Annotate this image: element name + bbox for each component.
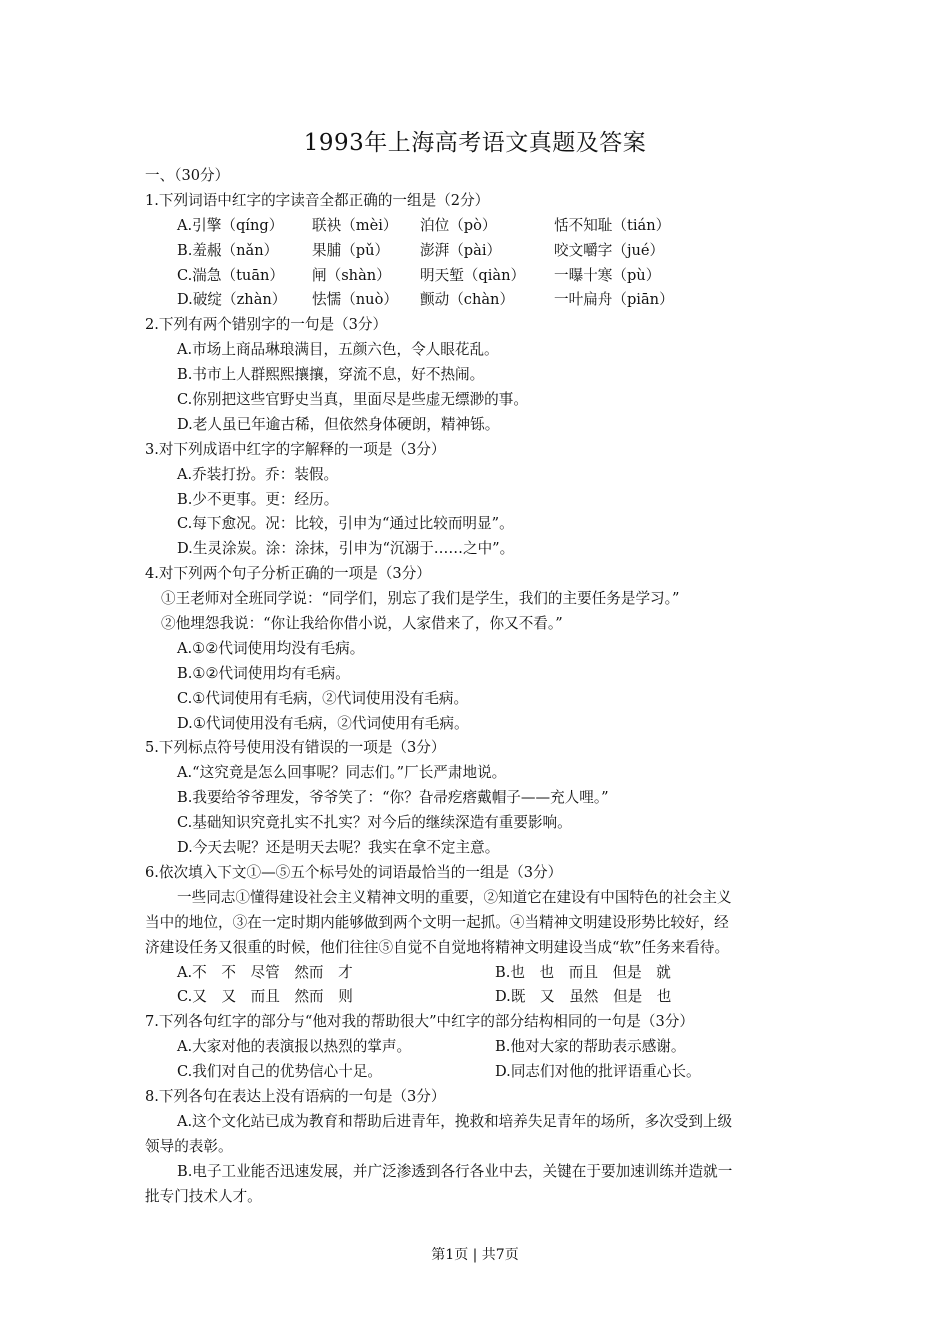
- question-7-option-a: A.大家对他的表演报以热烈的掌声。: [177, 1038, 412, 1056]
- option-cell: 颤动（chàn）: [420, 291, 515, 309]
- option-cell: 联袂（mèi）: [312, 216, 398, 234]
- question-6-passage-line: 一些同志①懂得建设社会主义精神文明的重要，②知道它在建设有中国特色的社会主义: [177, 888, 732, 906]
- question-5-option-a: A.“这究竟是怎么回事呢？同志们。”厂长严肃地说。: [177, 764, 507, 782]
- option-cell: D.破绽（zhàn）: [177, 291, 287, 309]
- question-8-option-b-line: B.电子工业能否迅速发展，并广泛渗透到各行各业中去，关键在于要加速训练并造就一: [177, 1162, 733, 1180]
- question-5-option-c: C.基础知识究竟扎实不扎实？对今后的继续深造有重要影响。: [177, 814, 572, 832]
- option-cell: 一曝十寒（pù）: [554, 266, 661, 284]
- question-3-option-a: A.乔装打扮。乔：装假。: [177, 465, 339, 483]
- option-cell: 恬不知耻（tián）: [554, 216, 671, 234]
- question-4-option-a: A.①②代词使用均没有毛病。: [177, 639, 365, 657]
- option-cell: B.羞赧（nǎn）: [177, 241, 279, 259]
- section-heading: 一、（30分）: [145, 167, 230, 184]
- question-2-stem: 2.下列有两个错别字的一句是（3分）: [145, 316, 388, 334]
- question-7-option-b: B.他对大家的帮助表示感谢。: [495, 1038, 686, 1056]
- option-cell: 闸（shàn）: [312, 266, 391, 284]
- question-2-option-c: C.你别把这些官野史当真，里面尽是些虚无缥渺的事。: [177, 391, 528, 409]
- question-1-row-c: [145, 264, 810, 289]
- option-cell: 咬文嚼字（jué）: [554, 241, 665, 259]
- question-6-option-c: C.又 又 而且 然而 则: [177, 988, 353, 1006]
- question-6-option-b: B.也 也 而且 但是 就: [495, 963, 671, 981]
- question-2-option-a: A.市场上商品琳琅满目，五颜六色，令人眼花乱。: [177, 341, 499, 359]
- question-6-options-row: [145, 961, 810, 986]
- question-4-option-d: D.①代词使用没有毛病，②代词使用有毛病。: [177, 714, 469, 732]
- option-cell: 怯懦（nuò）: [312, 291, 398, 309]
- question-4-stem: 4.对下列两个句子分析正确的一项是（3分）: [145, 565, 431, 583]
- question-6-options-row: [145, 985, 810, 1010]
- question-8-option-b-line: 批专门技术人才。: [145, 1187, 262, 1205]
- question-7-options-row: [145, 1060, 810, 1085]
- question-6-passage-line: 当中的地位，③在一定时期内能够做到两个文明一起抓。④当精神文明建设形势比较好，经: [145, 913, 729, 931]
- question-1-row-b: [145, 239, 810, 264]
- question-7-option-d: D.同志们对他的批评语重心长。: [495, 1063, 701, 1081]
- question-3-option-b: B.少不更事。更：经历。: [177, 490, 339, 508]
- question-7-options-row: [145, 1035, 810, 1060]
- question-6-option-d: D.既 又 虽然 但是 也: [495, 988, 672, 1006]
- question-6-stem: 6.依次填入下文①—⑤五个标号处的词语最恰当的一组是（3分）: [145, 863, 563, 881]
- option-cell: 一叶扁舟（piān）: [554, 291, 674, 309]
- option-cell: 果脯（pǔ）: [312, 241, 390, 259]
- question-2-option-b: B.书市上人群熙熙攘攘，穿流不息，好不热闹。: [177, 366, 485, 384]
- question-8-option-a-line: 领导的表彰。: [145, 1137, 233, 1155]
- question-4-sentence-2: ②他埋怨我说：“你让我给你借小说，人家借来了，你又不看。”: [161, 615, 563, 633]
- page-footer: 第1页 | 共7页: [431, 1247, 519, 1263]
- question-4-option-b: B.①②代词使用均有毛病。: [177, 664, 350, 682]
- question-2-option-d: D.老人虽已年逾古稀，但依然身体硬朗，精神铄。: [177, 415, 500, 433]
- question-5-option-b: B.我要给爷爷理发，爷爷笑了：“你？旮帚疙瘩戴帽子——充人哩。”: [177, 789, 609, 807]
- question-8-stem: 8.下列各句在表达上没有语病的一句是（3分）: [145, 1087, 446, 1105]
- question-8-option-a-line: A.这个文化站已成为教育和帮助后进青年，挽救和培养失足青年的场所，多次受到上级: [177, 1112, 733, 1130]
- question-3-option-d: D.生灵涂炭。涂：涂抹，引申为“沉溺于……之中”。: [177, 540, 515, 558]
- question-1-row-a: [145, 214, 810, 239]
- exam-content: [145, 164, 810, 1209]
- question-6-passage-line: 济建设任务又很重的时候，他们往往⑤自觉不自觉地将精神文明建设当成“软”任务来看待。: [145, 938, 730, 956]
- question-5-option-d: D.今天去呢？还是明天去呢？我实在拿不定主意。: [177, 839, 500, 857]
- question-4-sentence-1: ①王老师对全班同学说：“同学们，别忘了我们是学生，我们的主要任务是学习。”: [161, 590, 680, 608]
- question-3-stem: 3.对下列成语中红字的字解释的一项是（3分）: [145, 440, 446, 458]
- question-7-stem: 7.下列各句红字的部分与“他对我的帮助很大”中红字的部分结构相同的一句是（3分）: [145, 1013, 694, 1031]
- question-7-option-c: C.我们对自己的优势信心十足。: [177, 1063, 383, 1081]
- option-cell: C.湍急（tuān）: [177, 266, 285, 284]
- option-cell: 明天堑（qiàn）: [420, 266, 526, 284]
- question-1-stem: 1.下列词语中红字的字读音全都正确的一组是（2分）: [145, 191, 490, 209]
- question-4-option-c: C.①代词使用有毛病，②代词使用没有毛病。: [177, 689, 469, 707]
- question-1-row-d: [145, 288, 810, 313]
- option-cell: A.引擎（qíng）: [177, 216, 284, 234]
- question-5-stem: 5.下列标点符号使用没有错误的一项是（3分）: [145, 739, 446, 757]
- question-6-option-a: A.不 不 尽管 然而 才: [177, 963, 353, 981]
- option-cell: 泊位（pò）: [420, 216, 497, 234]
- option-cell: 澎湃（pài）: [420, 241, 502, 259]
- page-title: 1993年上海高考语文真题及答案: [303, 130, 647, 156]
- question-3-option-c: C.每下愈况。况：比较，引申为“通过比较而明显”。: [177, 515, 514, 533]
